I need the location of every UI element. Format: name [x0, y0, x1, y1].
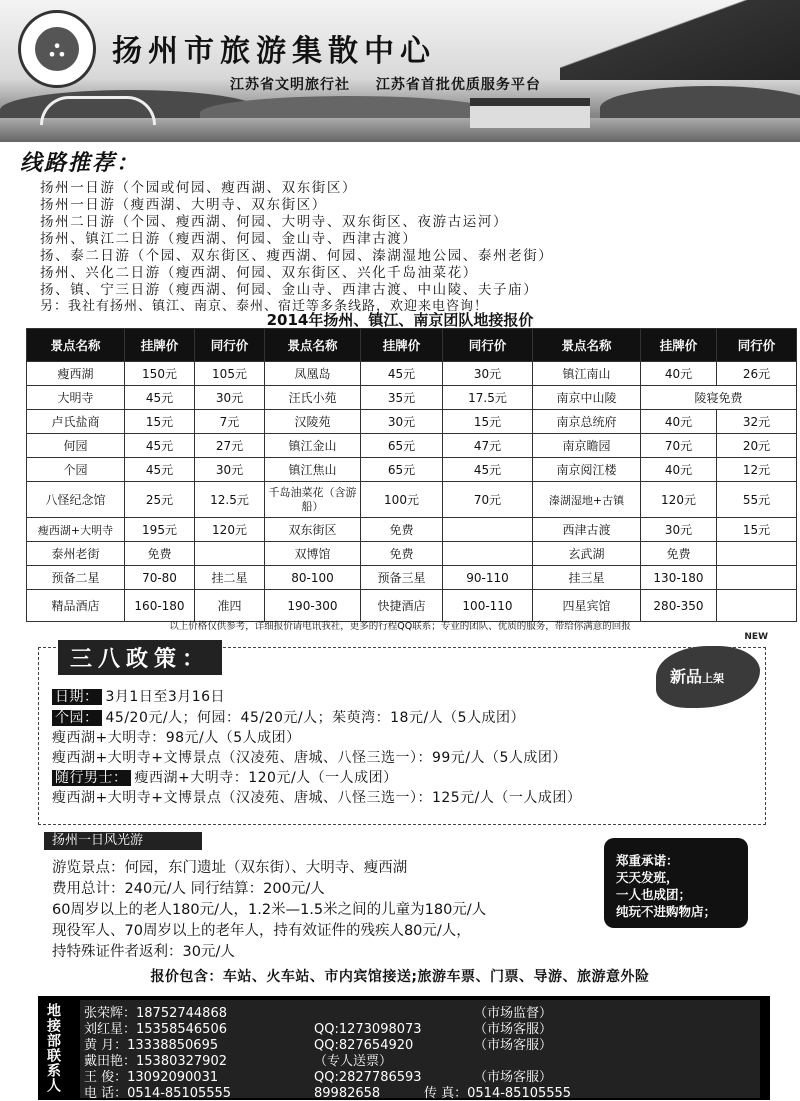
badge-small: 上架: [702, 672, 725, 685]
column-header: 景点名称: [533, 329, 641, 362]
contact-side-label: 地接部联系人: [45, 1003, 61, 1093]
contact-name: 张荣辉：18752744868: [84, 1006, 227, 1021]
route-item: 扬州一日游（瘦西湖、大明寺、双东街区）: [40, 197, 327, 213]
table-cell: 30元: [195, 386, 265, 410]
route-item: 扬州、镇江二日游（瘦西湖、何园、金山寺、西津古渡）: [40, 231, 418, 247]
table-row: [27, 542, 797, 566]
contact-row: [84, 1082, 571, 1101]
column-header: 同行价: [195, 329, 265, 362]
table-cell: 何园: [27, 434, 125, 458]
table-cell: 40元: [641, 458, 717, 482]
table-cell: 20元: [717, 434, 797, 458]
contact-phone: 电 话：0514-85105555: [84, 1086, 232, 1101]
table-row: [27, 566, 797, 590]
pavilion-image: [470, 98, 590, 128]
contact-qq: QQ:1273098073: [314, 1022, 422, 1037]
table-cell: 双博馆: [265, 542, 361, 566]
table-cell: 泰州老街: [27, 542, 125, 566]
column-header: 同行价: [443, 329, 533, 362]
policy-line: [52, 707, 525, 727]
policy-title: 三八政策：: [58, 640, 222, 675]
table-cell: 瘦西湖: [27, 362, 125, 386]
table-cell: 45元: [361, 362, 443, 386]
table-cell: 八怪纪念馆: [27, 482, 125, 518]
promise-line: 一人也成团；: [616, 887, 692, 902]
table-row: [27, 590, 797, 622]
logo-emblem-icon: ⛬: [35, 27, 79, 71]
table-cell: 凤凰岛: [265, 362, 361, 386]
table-cell: 免费: [641, 542, 717, 566]
price-note: 以上价格仅供参考，详细报价请电讯我社，更多的行程QQ联系；专业的团队、优质的服务，带给你满意的回报: [169, 621, 631, 632]
table-cell: 40元: [641, 362, 717, 386]
badge-text: [670, 664, 724, 687]
table-cell: 35元: [361, 386, 443, 410]
routes-title: 线路推荐：: [20, 150, 141, 176]
table-cell: 27元: [195, 434, 265, 458]
table-cell: 70-80: [125, 566, 195, 590]
contact-phone-2: 89982658: [314, 1086, 381, 1101]
contact-qq: QQ:827654920: [314, 1038, 414, 1053]
table-cell: 个园: [27, 458, 125, 482]
contact-panel: [38, 996, 770, 1100]
route-item: 扬州二日游（个园、瘦西湖、何园、大明寺、双东街区、夜游古运河）: [40, 214, 509, 230]
table-cell: 南京总统府: [533, 410, 641, 434]
table-row: [27, 434, 797, 458]
table-cell: 25元: [125, 482, 195, 518]
table-cell: 65元: [361, 458, 443, 482]
table-row: [27, 362, 797, 386]
table-cell: 镇江焦山: [265, 458, 361, 482]
badge-new-label: NEW: [744, 632, 768, 642]
table-row: [27, 518, 797, 542]
table-cell: 镇江南山: [533, 362, 641, 386]
table-cell: [443, 542, 533, 566]
column-header: 挂牌价: [641, 329, 717, 362]
table-cell: 45元: [443, 458, 533, 482]
table-cell: 7元: [195, 410, 265, 434]
male-tag: 随行男士：: [52, 770, 131, 786]
route-item: 另：我社有扬州、镇江、南京、泰州、宿迁等多条线路，欢迎来电咨询！: [40, 299, 489, 314]
table-cell: 免费: [125, 542, 195, 566]
table-cell: 45元: [125, 386, 195, 410]
table-cell: 预备二星: [27, 566, 125, 590]
table-cell: 70元: [443, 482, 533, 518]
contact-role: （市场客服）: [474, 1038, 553, 1053]
table-cell: 准四: [195, 590, 265, 622]
table-cell: 大明寺: [27, 386, 125, 410]
table-cell: 千岛油菜花（含游船）: [265, 482, 361, 518]
table-cell: 30元: [641, 518, 717, 542]
table-cell: 陵寝免费: [641, 386, 797, 410]
table-cell: [717, 590, 797, 622]
date-tag: 日期：: [52, 689, 102, 705]
price-includes: 报价包含：车站、火车站、市内宾馆接送;旅游车票、门票、导游、旅游意外险: [150, 969, 650, 985]
table-row: [27, 410, 797, 434]
oneday-line-2: 费用总计：240元/人 同行结算：200元/人: [52, 881, 325, 897]
table-cell: 40元: [641, 410, 717, 434]
table-cell: 160-180: [125, 590, 195, 622]
table-cell: 17.5元: [443, 386, 533, 410]
table-cell: 免费: [361, 518, 443, 542]
policy-line: [52, 767, 398, 787]
policy-line-2: 瘦西湖+大明寺：98元/人（5人成团）: [52, 730, 301, 746]
table-cell: [195, 542, 265, 566]
oneday-title: 扬州一日风光游: [44, 832, 202, 850]
contact-qq: QQ:2827786593: [314, 1070, 422, 1085]
table-cell: 30元: [443, 362, 533, 386]
contact-name: 刘红星：15358546506: [84, 1022, 227, 1037]
subtitle-2: 江苏省首批优质服务平台: [375, 77, 541, 93]
table-cell: 南京阅江楼: [533, 458, 641, 482]
table-cell: 280-350: [641, 590, 717, 622]
table-cell: 45元: [125, 434, 195, 458]
table-cell: 镇江金山: [265, 434, 361, 458]
table-cell: 100元: [361, 482, 443, 518]
oneday-line-1: 游览景点：何园，东门遗址（双东街）、大明寺、瘦西湖: [52, 860, 408, 876]
price-table: [26, 328, 797, 622]
promise-line: 天天发班，: [616, 870, 679, 885]
column-header: 挂牌价: [361, 329, 443, 362]
arch-bridge-image: [40, 96, 156, 125]
table-cell: 190-300: [265, 590, 361, 622]
routes-section: [20, 146, 790, 177]
table-cell: 快捷酒店: [361, 590, 443, 622]
table-cell: 四星宾馆: [533, 590, 641, 622]
table-cell: [717, 566, 797, 590]
route-item: 扬、泰二日游（个园、双东街区、瘦西湖、何园、溱湖湿地公园、泰州老街）: [40, 248, 554, 264]
column-header: 挂牌价: [125, 329, 195, 362]
table-cell: 卢氏盐商: [27, 410, 125, 434]
policy-line-4: 瘦西湖+大明寺：120元/人（一人成团）: [134, 770, 398, 786]
table-cell: 55元: [717, 482, 797, 518]
table-cell: [443, 518, 533, 542]
table-cell: 47元: [443, 434, 533, 458]
table-cell: 挂三星: [533, 566, 641, 590]
table-cell: 80-100: [265, 566, 361, 590]
table-cell: 免费: [361, 542, 443, 566]
table-cell: 90-110: [443, 566, 533, 590]
contact-fax: 传 真：0514-85105555: [424, 1086, 572, 1101]
table-cell: [717, 542, 797, 566]
table-cell: 玄武湖: [533, 542, 641, 566]
table-cell: 南京瞻园: [533, 434, 641, 458]
table-cell: 12元: [717, 458, 797, 482]
policy-line-5: 瘦西湖+大明寺+文博景点（汉凌苑、唐城、八怪三选一）：125元/人（一人成团）: [52, 790, 582, 806]
header-subtitle: [230, 74, 561, 94]
table-cell: 30元: [195, 458, 265, 482]
contact-role: （市场客服）: [474, 1070, 553, 1085]
oneday-line-5: 持特殊证件者返利：30元/人: [52, 944, 235, 960]
policy-date-line: [52, 686, 225, 706]
logo: [18, 10, 96, 88]
promise-box: [604, 838, 748, 928]
table-cell: 汉陵苑: [265, 410, 361, 434]
table-cell: 130-180: [641, 566, 717, 590]
table-cell: 32元: [717, 410, 797, 434]
table-cell: 瘦西湖+大明寺: [27, 518, 125, 542]
price-table-title: 2014年扬州、镇江、南京团队地接报价: [266, 311, 534, 329]
table-cell: 预备三星: [361, 566, 443, 590]
policy-line-3: 瘦西湖+大明寺+文博景点（汉凌苑、唐城、八怪三选一）：99元/人（5人成团）: [52, 750, 567, 766]
column-header: 景点名称: [265, 329, 361, 362]
table-cell: 15元: [125, 410, 195, 434]
oneday-line-4: 现役军人、70周岁以上的老年人，持有效证件的残疾人80元/人，: [52, 923, 471, 939]
column-header: 景点名称: [27, 329, 125, 362]
table-cell: 30元: [361, 410, 443, 434]
table-cell: 195元: [125, 518, 195, 542]
badge-main: 新品: [670, 667, 703, 686]
geyuan-tag: 个园：: [52, 710, 102, 726]
table-row: [27, 482, 797, 518]
route-item: 扬州一日游（个园或何园、瘦西湖、双东街区）: [40, 180, 358, 196]
table-cell: 南京中山陵: [533, 386, 641, 410]
promise-line: 郑重承诺：: [616, 853, 679, 868]
table-cell: 100-110: [443, 590, 533, 622]
table-header-row: [27, 329, 797, 362]
contact-name: 戴田艳：15380327902: [84, 1054, 227, 1069]
table-cell: 45元: [125, 458, 195, 482]
contact-role: （市场监督）: [474, 1006, 553, 1021]
contact-role: （专人送票）: [314, 1054, 393, 1069]
table-cell: 120元: [195, 518, 265, 542]
contact-rows: [80, 1000, 760, 1101]
table-cell: 双东街区: [265, 518, 361, 542]
table-row: [27, 458, 797, 482]
table-cell: 105元: [195, 362, 265, 386]
table-cell: 70元: [641, 434, 717, 458]
table-cell: 26元: [717, 362, 797, 386]
subtitle-1: 江苏省文明旅行社: [230, 77, 350, 93]
contact-name: 黄 月：13338850695: [84, 1038, 219, 1053]
new-product-badge: [656, 632, 768, 716]
contact-name: 王 俊：13092090031: [84, 1070, 219, 1085]
table-cell: 挂二星: [195, 566, 265, 590]
table-cell: 12.5元: [195, 482, 265, 518]
contact-role: （市场客服）: [474, 1022, 553, 1037]
table-cell: 120元: [641, 482, 717, 518]
table-cell: 汪氏小苑: [265, 386, 361, 410]
header-banner: [0, 0, 800, 142]
policy-line-1: 45/20元/人；何园：45/20元/人；茱萸湾：18元/人（5人成团）: [105, 710, 526, 726]
route-item: 扬、镇、宁三日游（瘦西湖、何园、金山寺、西津古渡、中山陵、夫子庙）: [40, 282, 539, 298]
table-cell: 西津古渡: [533, 518, 641, 542]
table-cell: 精品酒店: [27, 590, 125, 622]
table-cell: 65元: [361, 434, 443, 458]
policy-date: 3月1日至3月16日: [105, 689, 226, 705]
route-item: 扬州、兴化二日游（瘦西湖、何园、双东街区、兴化千岛油菜花）: [40, 265, 478, 281]
table-cell: 15元: [717, 518, 797, 542]
promise-line: 纯玩不进购物店；: [616, 904, 717, 919]
table-cell: 15元: [443, 410, 533, 434]
table-row: [27, 386, 797, 410]
table-cell: 溱湖湿地+古镇: [533, 482, 641, 518]
oneday-line-3: 60周岁以上的老人180元/人，1.2米—1.5米之间的儿童为180元/人: [52, 902, 487, 918]
column-header: 同行价: [717, 329, 797, 362]
roof-eave-image: [560, 0, 800, 80]
table-cell: 150元: [125, 362, 195, 386]
page-title: 扬州市旅游集散中心: [112, 34, 436, 69]
